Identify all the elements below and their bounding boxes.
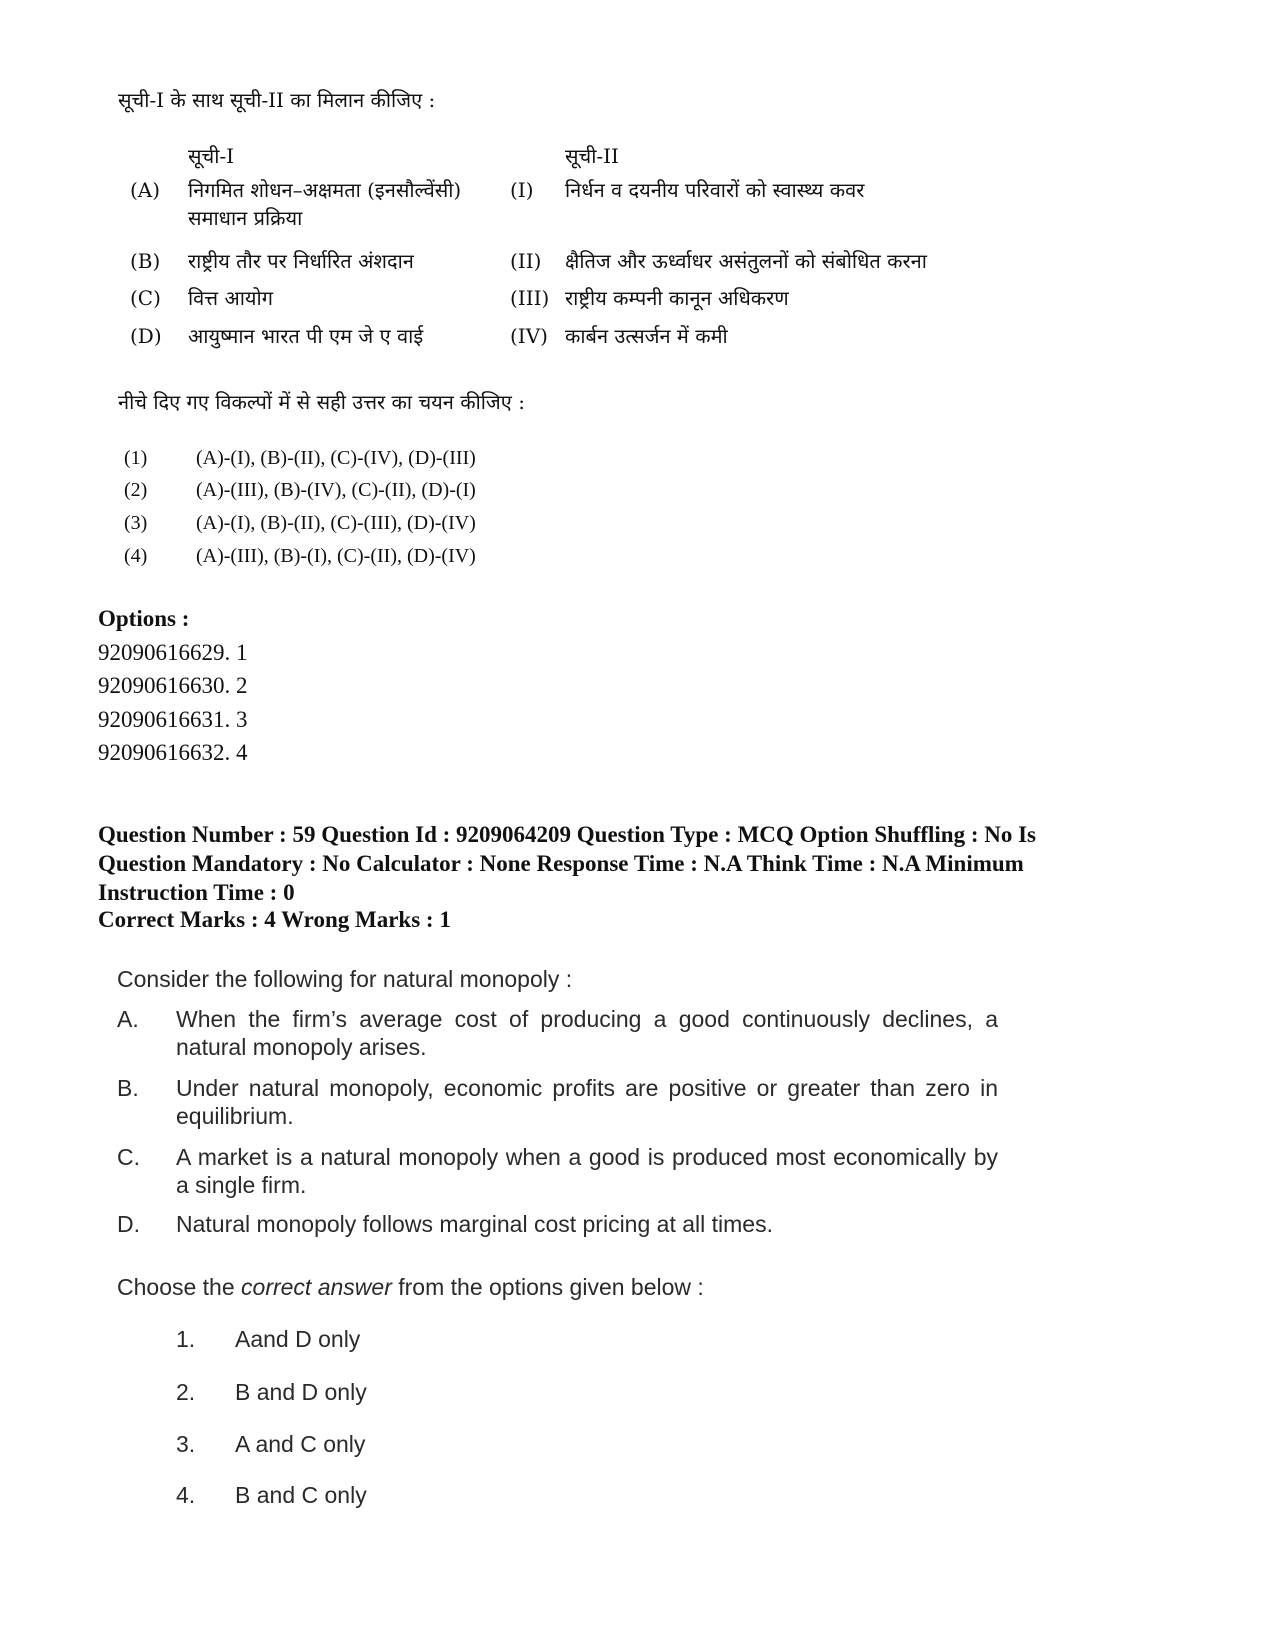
statement-label: D. bbox=[117, 1211, 140, 1237]
option-id: 92090616631. 3 bbox=[98, 707, 248, 732]
left-label: (D) bbox=[130, 324, 162, 348]
choice-text: (A)-(III), (B)-(IV), (C)-(II), (D)-(I) bbox=[196, 479, 476, 501]
choice-number: 1. bbox=[176, 1326, 196, 1352]
left-text: निगमित शोधन–अक्षमता (इनसौल्वेंसी) समाधान प्रक्रिया bbox=[188, 178, 462, 230]
choice-number: 2. bbox=[176, 1379, 196, 1405]
list2-heading: सूची-II bbox=[565, 144, 619, 168]
left-label: (B) bbox=[130, 249, 161, 273]
right-text: क्षैतिज और ऊर्ध्वाधर असंतुलनों को संबोधित करना bbox=[565, 249, 927, 273]
left-text: आयुष्मान भारत पी एम जे ए वाई bbox=[188, 324, 424, 348]
meta-line: Question Number : 59 Question Id : 9209064209 Question Type : MCQ Option Shuffling : No Is bbox=[98, 822, 1037, 847]
choice-number: (4) bbox=[124, 545, 148, 567]
list1-heading: सूची-I bbox=[188, 144, 235, 168]
meta-line: Instruction Time : 0 bbox=[98, 880, 295, 905]
statement-text: A market is a natural monopoly when a good is produced most economically by a single firm. bbox=[176, 1144, 998, 1198]
right-text: राष्ट्रीय कम्पनी कानून अधिकरण bbox=[565, 286, 789, 310]
right-label: (I) bbox=[510, 178, 534, 202]
statement-text: Under natural monopoly, economic profits are positive or greater than zero in equilibrium. bbox=[176, 1075, 998, 1129]
english-intro: Consider the following for natural monopoly : bbox=[117, 966, 573, 992]
right-text: निर्धन व दयनीय परिवारों को स्वास्थ्य कवर bbox=[565, 178, 865, 202]
option-id: 92090616629. 1 bbox=[98, 640, 248, 665]
choice-number: 4. bbox=[176, 1482, 196, 1508]
option-id: 92090616632. 4 bbox=[98, 740, 248, 765]
left-label: (A) bbox=[130, 178, 161, 202]
options-heading: Options : bbox=[98, 606, 190, 631]
right-label: (II) bbox=[510, 249, 542, 273]
right-label: (IV) bbox=[510, 324, 548, 348]
choice-number: (3) bbox=[124, 512, 148, 534]
choice-text: (A)-(I), (B)-(II), (C)-(III), (D)-(IV) bbox=[196, 512, 476, 534]
choice-text: (A)-(I), (B)-(II), (C)-(IV), (D)-(III) bbox=[196, 447, 476, 469]
choose-prefix: Choose the bbox=[117, 1274, 242, 1300]
choice-number: 3. bbox=[176, 1431, 196, 1457]
meta-line: Question Mandatory : No Calculator : None Response Time : N.A Think Time : N.A Minimum bbox=[98, 851, 1024, 876]
choice-text: Aand D only bbox=[235, 1326, 361, 1352]
statement-text: When the firm’s average cost of producing a good continuously declines, a natural monopoly arises. bbox=[176, 1006, 998, 1060]
right-text: कार्बन उत्सर्जन में कमी bbox=[565, 324, 728, 348]
choice-text: A and C only bbox=[235, 1431, 366, 1457]
statement-label: A. bbox=[117, 1006, 139, 1032]
question-meta bbox=[98, 820, 1158, 907]
choice-number: (2) bbox=[124, 479, 148, 501]
hindi-choose-text: नीचे दिए गए विकल्पों में से सही उत्तर का चयन कीजिए : bbox=[118, 390, 525, 414]
marks-line: Correct Marks : 4 Wrong Marks : 1 bbox=[98, 907, 451, 932]
choice-text: B and D only bbox=[235, 1379, 367, 1405]
choose-emphasis: correct answer bbox=[241, 1274, 392, 1300]
option-id: 92090616630. 2 bbox=[98, 673, 248, 698]
hindi-question-block bbox=[0, 0, 1275, 580]
choice-number: (1) bbox=[124, 447, 148, 469]
right-label: (III) bbox=[510, 286, 550, 310]
left-text: राष्ट्रीय तौर पर निर्धारित अंशदान bbox=[188, 249, 414, 273]
left-text: वित्त आयोग bbox=[188, 286, 273, 310]
hindi-instruction: सूची-I के साथ सूची-II का मिलान कीजिए : bbox=[118, 88, 436, 112]
statement-label: C. bbox=[117, 1144, 140, 1170]
left-label: (C) bbox=[130, 286, 161, 310]
choose-suffix: from the options given below : bbox=[391, 1274, 704, 1300]
choice-text: B and C only bbox=[235, 1482, 367, 1508]
statement-label: B. bbox=[117, 1075, 139, 1101]
english-choose-text bbox=[117, 1274, 704, 1301]
statement-text: Natural monopoly follows marginal cost pricing at all times. bbox=[176, 1211, 773, 1237]
choice-text: (A)-(III), (B)-(I), (C)-(II), (D)-(IV) bbox=[196, 545, 476, 567]
